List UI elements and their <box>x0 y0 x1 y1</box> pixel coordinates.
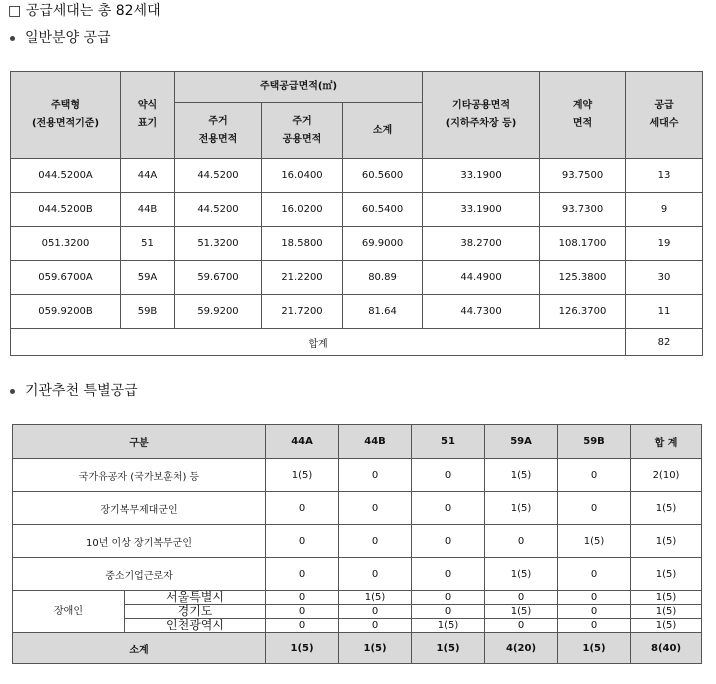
header-housing-type: 주택형 (전용면적기준) <box>11 72 121 159</box>
table-row: 059.6700A 59A 59.6700 21.2200 80.89 44.4900 125.3800 30 <box>11 261 703 295</box>
section-title-text: 일반분양 공급 <box>25 30 111 46</box>
total-units: 82 <box>626 329 703 356</box>
header-44b: 44B <box>339 425 412 459</box>
header-category: 구분 <box>13 425 266 459</box>
bullet-icon <box>10 389 15 394</box>
header-residential-common: 주거 공용면적 <box>262 103 343 159</box>
table-row: 장애인 서울특별시 0 1(5) 0 0 0 1(5) <box>13 591 702 605</box>
header-abbr: 약식 표기 <box>121 72 175 159</box>
table-row: 059.9200B 59B 59.9200 21.7200 81.64 44.7300 126.3700 11 <box>11 295 703 329</box>
header-44a: 44A <box>266 425 339 459</box>
table-row: 장기복무제대군인 0 0 0 1(5) 0 1(5) <box>13 492 702 525</box>
section-title-general <box>8 27 111 47</box>
header-supply-units: 공급 세대수 <box>626 72 703 159</box>
header-59a: 59A <box>485 425 558 459</box>
total-row <box>11 329 703 356</box>
header-59b: 59B <box>558 425 631 459</box>
disabled-group-label: 장애인 <box>13 591 125 633</box>
section-title-special <box>8 380 138 400</box>
page-heading-text: 공급세대는 총 82세대 <box>25 3 161 19</box>
general-supply-table <box>10 71 703 356</box>
table-row: 051.3200 51 51.3200 18.5800 69.9000 38.2700 108.1700 19 <box>11 227 703 261</box>
table-row: 경기도 0 0 0 1(5) 0 1(5) <box>13 605 702 619</box>
header-subtotal: 소계 <box>343 103 423 159</box>
header-contract-area: 계약 면적 <box>540 72 626 159</box>
table-row: 중소기업근로자 0 0 0 1(5) 0 1(5) <box>13 558 702 591</box>
table-row: 10년 이상 장기복무군인 0 0 0 0 1(5) 1(5) <box>13 525 702 558</box>
bullet-icon <box>10 36 15 41</box>
table-row: 044.5200B 44B 44.5200 16.0200 60.5400 33.1900 93.7300 9 <box>11 193 703 227</box>
subtotal-row: 소계 1(5) 1(5) 1(5) 4(20) 1(5) 8(40) <box>13 633 702 664</box>
total-label: 합계 <box>11 329 626 356</box>
header-51: 51 <box>412 425 485 459</box>
table-row: 044.5200A 44A 44.5200 16.0400 60.5600 33.1900 93.7500 13 <box>11 159 703 193</box>
header-total: 합 계 <box>631 425 702 459</box>
header-residential-exclusive: 주거 전용면적 <box>175 103 262 159</box>
section-title-text: 기관추천 특별공급 <box>25 383 138 399</box>
header-supply-area: 주택공급면적(㎡) <box>175 72 423 103</box>
table-row: 국가유공자 (국가보훈처) 등 1(5) 0 0 1(5) 0 2(10) <box>13 459 702 492</box>
institution-special-supply-table <box>12 424 702 664</box>
square-marker: □ <box>8 3 22 19</box>
table-row: 인천광역시 0 0 1(5) 0 0 1(5) <box>13 619 702 633</box>
header-other-common-area: 기타공용면적 (지하주차장 등) <box>423 72 540 159</box>
subtotal-label: 소계 <box>13 633 266 664</box>
page-heading <box>8 0 161 20</box>
